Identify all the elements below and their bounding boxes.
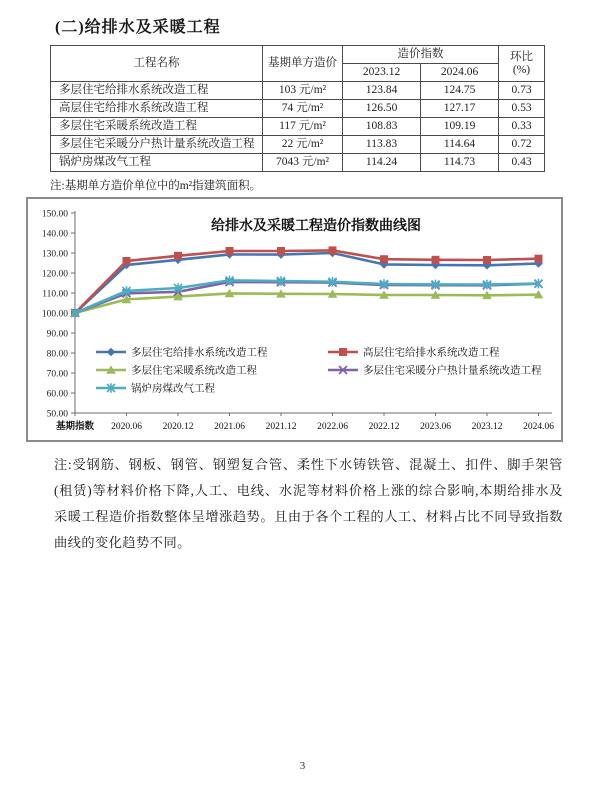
data-point-s1 (329, 246, 337, 254)
cell-index-2: 124.75 (421, 82, 499, 100)
col-header-mom-line1: 环比 (510, 50, 533, 63)
y-tick-label: 110.00 (42, 289, 68, 300)
y-tick-label: 60.00 (46, 389, 68, 400)
data-point-s1 (432, 256, 440, 264)
x-tick-label: 2022.06 (317, 422, 348, 432)
data-point-s1 (174, 252, 182, 260)
cell-mom: 0.53 (499, 100, 545, 118)
cell-name: 多层住宅采暖分户热计量系统改造工程 (51, 136, 263, 154)
x-tick-label: 2024.06 (523, 422, 554, 432)
x-tick-label: 2021.06 (214, 422, 245, 432)
cell-name: 锅炉房煤改气工程 (51, 154, 263, 172)
cell-index-1: 123.84 (343, 82, 421, 100)
cell-name: 多层住宅给排水系统改造工程 (51, 82, 263, 100)
x-tick-label: 2020.12 (162, 422, 194, 432)
y-tick-label: 70.00 (46, 369, 68, 380)
cell-name: 多层住宅采暖系统改造工程 (51, 118, 263, 136)
y-tick-label: 50.00 (46, 409, 68, 420)
page-number: 3 (299, 760, 306, 772)
table-row (51, 100, 545, 118)
data-point-s1 (380, 255, 388, 263)
x-tick-label: 2023.06 (420, 422, 451, 432)
cell-index-1: 113.83 (343, 136, 421, 154)
legend-label-3: 多层住宅采暖分户热计量系统改造工程 (363, 365, 542, 377)
cell-mom: 0.72 (499, 136, 545, 154)
index-chart-frame (26, 197, 563, 442)
data-point-s1 (226, 247, 234, 255)
cell-base-cost: 74 元/m² (263, 100, 343, 118)
cell-base-cost: 117 元/m² (263, 118, 343, 136)
col-header-period2: 2024.06 (421, 64, 499, 82)
cell-index-1: 126.50 (343, 100, 421, 118)
table-row (51, 136, 545, 154)
cell-index-2: 127.17 (421, 100, 499, 118)
analysis-note: 注:受钢筋、钢板、钢管、钢塑复合管、柔性下水铸铁管、混凝土、扣件、脚手架管(租赁)等材料价格下降,人工、电线、水泥等材料价格上涨的综合影响,本期给排水及采暖工程造价指数整体呈增涨趋势。且由于各个工程的人工、材料占比不同导致指数曲线的变化趋势不同。 (54, 457, 563, 550)
legend-label-2: 多层住宅采暖系统改造工程 (131, 365, 257, 377)
cost-index-table-body (51, 82, 545, 172)
y-tick-label: 120.00 (41, 269, 68, 280)
col-header-period1: 2023.12 (343, 64, 421, 82)
data-point-s1 (277, 247, 285, 255)
cell-index-1: 108.83 (343, 118, 421, 136)
cell-name: 高层住宅给排水系统改造工程 (51, 100, 263, 118)
legend-label-0: 多层住宅给排水系统改造工程 (131, 347, 268, 359)
table-row (51, 154, 545, 172)
table-row (51, 82, 545, 100)
table-row (51, 118, 545, 136)
col-header-mom (499, 46, 545, 82)
legend-marker-0 (107, 348, 116, 357)
y-tick-label: 140.00 (41, 229, 68, 240)
col-header-mom-line2: (%) (512, 63, 531, 76)
data-point-s1 (123, 257, 131, 265)
legend-label-1: 高层住宅给排水系统改造工程 (363, 347, 500, 359)
cell-base-cost: 22 元/m² (263, 136, 343, 154)
y-tick-label: 80.00 (46, 349, 68, 360)
col-header-project-name: 工程名称 (51, 46, 263, 82)
y-tick-label: 150.00 (41, 209, 68, 220)
col-header-base-cost: 基期单方造价 (263, 46, 343, 82)
cost-index-table (50, 45, 545, 172)
cell-index-1: 114.24 (343, 154, 421, 172)
x-tick-label: 2022.12 (368, 422, 400, 432)
y-tick-label: 130.00 (41, 249, 68, 260)
cell-mom: 0.43 (499, 154, 545, 172)
legend-label-4: 锅炉房煤改气工程 (131, 383, 215, 395)
x-tick-label: 2021.12 (265, 422, 297, 432)
col-header-index-group: 造价指数 (343, 46, 499, 64)
table-footnote: 注:基期单方造价单位中的m²指建筑面积。 (50, 180, 262, 192)
chart-title: 给排水及采暖工程造价指数曲线图 (211, 219, 421, 234)
x-tick-label: 2023.12 (471, 422, 503, 432)
data-point-s1 (483, 256, 491, 264)
data-point-s1 (535, 255, 543, 263)
page-title: (二)给排水及采暖工程 (55, 19, 221, 36)
legend-marker-1 (339, 348, 347, 356)
cell-index-2: 114.64 (421, 136, 499, 154)
cell-mom: 0.73 (499, 82, 545, 100)
cell-index-2: 109.19 (421, 118, 499, 136)
index-chart-svg (28, 199, 561, 440)
cell-base-cost: 103 元/m² (263, 82, 343, 100)
x-tick-label: 2020.06 (111, 422, 142, 432)
cell-index-2: 114.73 (421, 154, 499, 172)
cell-mom: 0.33 (499, 118, 545, 136)
series-line-4 (75, 280, 539, 313)
cell-base-cost: 7043 元/m² (263, 154, 343, 172)
series-line-2 (75, 293, 539, 313)
x-tick-label: 基期指数 (55, 422, 95, 432)
y-tick-label: 90.00 (46, 329, 68, 340)
y-tick-label: 100.00 (41, 309, 68, 320)
